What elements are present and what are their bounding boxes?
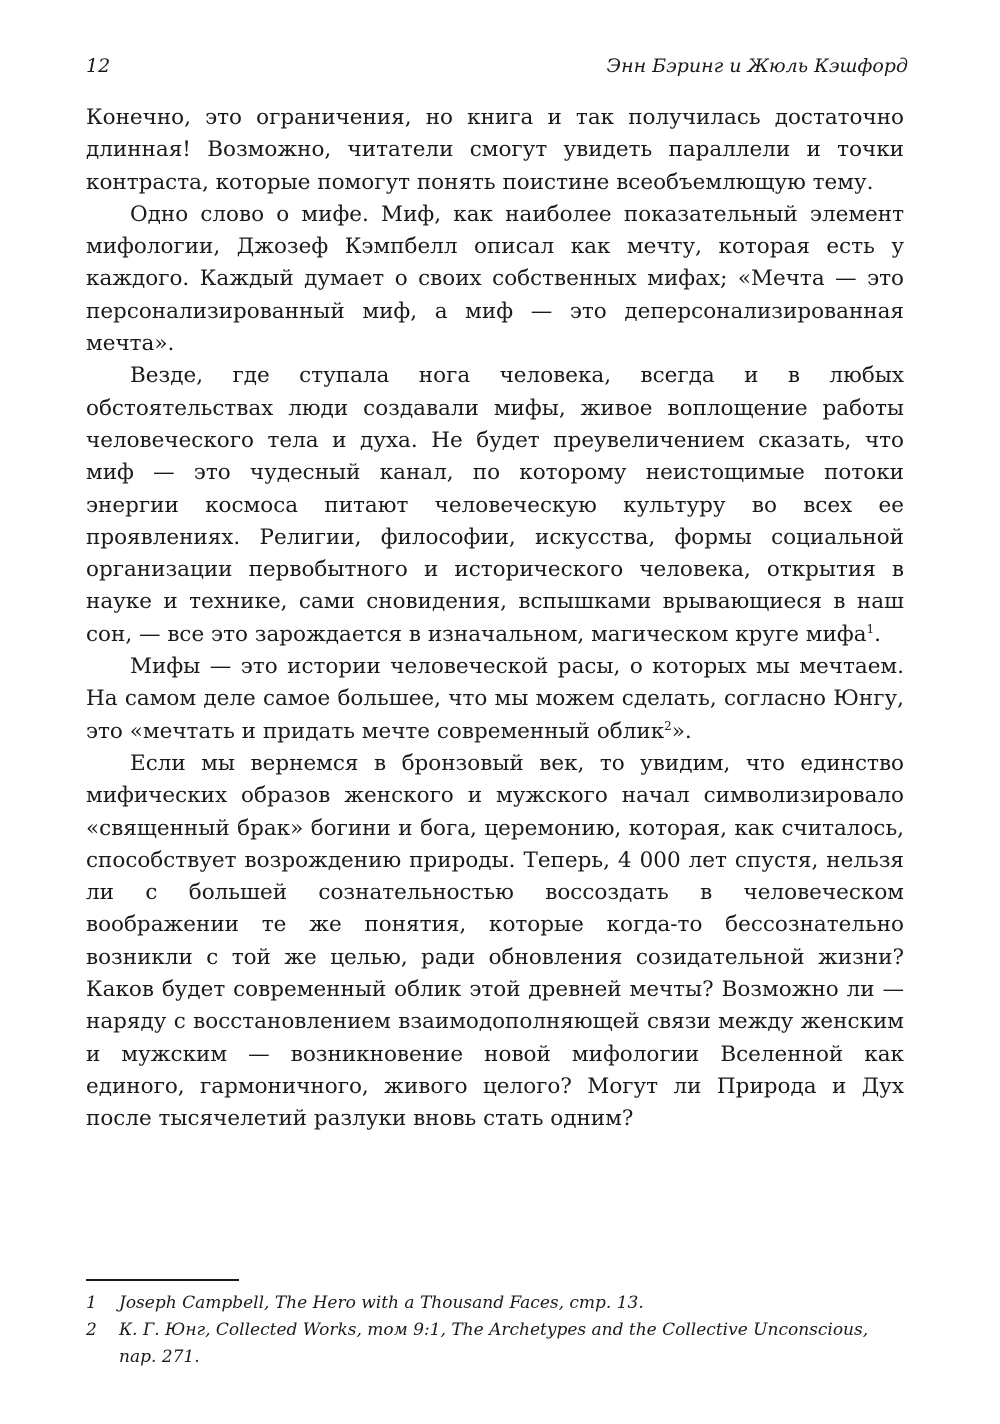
paragraph bbox=[86, 651, 904, 748]
paragraph bbox=[86, 102, 904, 199]
footnote bbox=[86, 1290, 904, 1317]
running-head: Энн Бэринг и Жюль Кэшфорд bbox=[606, 55, 908, 77]
paragraph-text-tail: . bbox=[874, 621, 881, 647]
paragraph-text: Конечно, это ограничения, но книга и так получилась достаточно длинная! Возможно, читатели смогут увидеть параллели и точки контраста, которые помогут понять поистине всеобъемлющую тему. bbox=[86, 105, 904, 195]
footnote-number: 1 bbox=[86, 1293, 97, 1313]
footnote-ref: 1 bbox=[866, 621, 875, 636]
paragraph-text: Одно слово о мифе. Миф, как наиболее показательный элемент мифологии, Джозеф Кэмпбелл описал как мечту, которая есть у каждого. Каждый думает о своих собственных мифах; «Мечта — это персонализированный миф, а миф — это деперсонализированная мечта». bbox=[86, 201, 904, 357]
footnote-ref: 2 bbox=[664, 718, 672, 733]
paragraph bbox=[86, 748, 904, 1136]
footnotes bbox=[86, 1290, 904, 1371]
footnote bbox=[86, 1317, 904, 1371]
paragraph-text: Если мы вернемся в бронзовый век, то увидим, что единство мифических образов женского и мужского начал символизировало «священный брак» богини и бога, церемонию, которая, как считалось, способствует возрождению природы. Теперь, 4 000 лет спустя, нельзя ли с большей сознательностью воссоздать в человеческом воображении те же понятия, которые когда-то бессознательно возникли с той же целью, ради обновления созидательной жизни? Каков будет современный облик этой древней мечты? Возможно ли — наряду с восстановлением взаимодополняющей связи между женским и мужским — возникновение новой мифологии Вселенной как единого, гармоничного, живого целого? Могут ли Природа и Дух после тысячелетий разлуки вновь стать одним? bbox=[86, 750, 904, 1132]
paragraph bbox=[86, 199, 904, 360]
footnote-text: К. Г. Юнг, Collected Works, том 9:1, The Archetypes and the Collective Unconscious, пар. 271. bbox=[119, 1320, 869, 1367]
paragraph-text-tail: ». bbox=[671, 718, 692, 744]
footnote-divider bbox=[86, 1279, 239, 1281]
page-number: 12 bbox=[86, 55, 111, 77]
paragraph bbox=[86, 360, 904, 651]
paragraph-text: Мифы — это истории человеческой расы, о которых мы мечтаем. На самом деле самое большее, что мы можем сделать, согласно Юнгу, это «мечтать и придать мечте современный облик bbox=[86, 654, 904, 744]
footnote-number: 2 bbox=[86, 1320, 97, 1340]
paragraph-text: Везде, где ступала нога человека, всегда и в любых обстоятельствах люди создавали мифы, живое воплощение работы человеческого тела и духа. Не будет преувеличением сказать, что миф — это чудесный канал, по которому неистощимые потоки энергии космоса питают человеческую культуру во всех ее проявлениях. Религии, философии, искусства, формы социальной организации первобытного и исторического человека, открытия в науке и технике, сами сновидения, вспышками врывающиеся в наш сон, — все это зарождается в изначальном, магическом круге мифа bbox=[86, 363, 904, 647]
body-text bbox=[86, 102, 904, 1136]
footnote-text: Joseph Campbell, The Hero with a Thousand Faces, стр. 13. bbox=[119, 1293, 644, 1313]
